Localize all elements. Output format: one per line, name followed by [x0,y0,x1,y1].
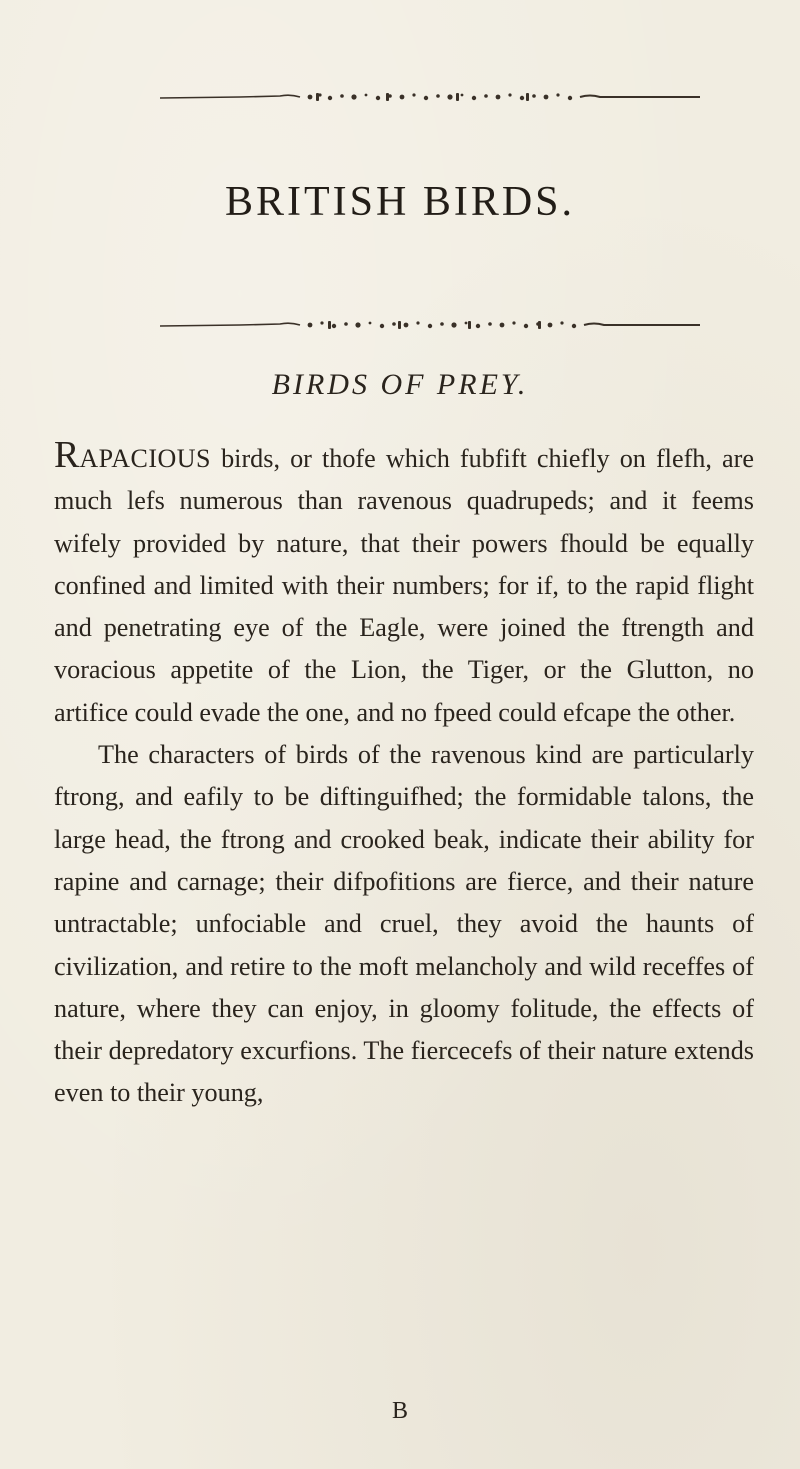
ornamental-rule-top-svg [160,90,700,104]
ornamental-rule-icon [160,90,700,104]
ornamental-rule-icon [160,318,700,332]
opening-word: APACIOUS [79,444,211,473]
ornamental-rule-mid-svg [160,318,700,332]
paragraph-1-text: birds, or thofe which fubfift chiefly on flefh, are much lefs numerous than ravenous quadrupeds; and it feems wifely provided by nature, that their powers fhould be equally confined and limited with their numbers; for if, to the rapid flight and penetrating eye of the Eagle, were joined the ftrength and voracious appetite of the Lion, the Tiger, or the Glutton, no artifice could evade the one, and no fpeed could efcape the other. [54,444,754,727]
running-title: BRITISH BIRDS. [224,179,576,225]
paragraph-1 [54,436,754,734]
section-title: BIRDS OF PREY. [271,368,529,401]
body-text [54,436,754,1115]
initial-letter: R [54,434,80,476]
paragraph-2: The characters of birds of the ravenous kind are particularly ftrong, and eafily to be diftinguifhed; the formidable talons, the large head, the ftrong and crooked beak, indicate their ability for rapine and carnage; their difpofitions are fierce, and their nature untractable; unfociable and cruel, they avoid the haunts of civilization, and retire to the moft melancholy and wild receffes of nature, where they can enjoy, in gloomy folitude, the effects of their depredatory excurfions. The fiercecefs of their nature extends even to their young, [54,740,754,1108]
signature-mark: B [391,1398,408,1424]
